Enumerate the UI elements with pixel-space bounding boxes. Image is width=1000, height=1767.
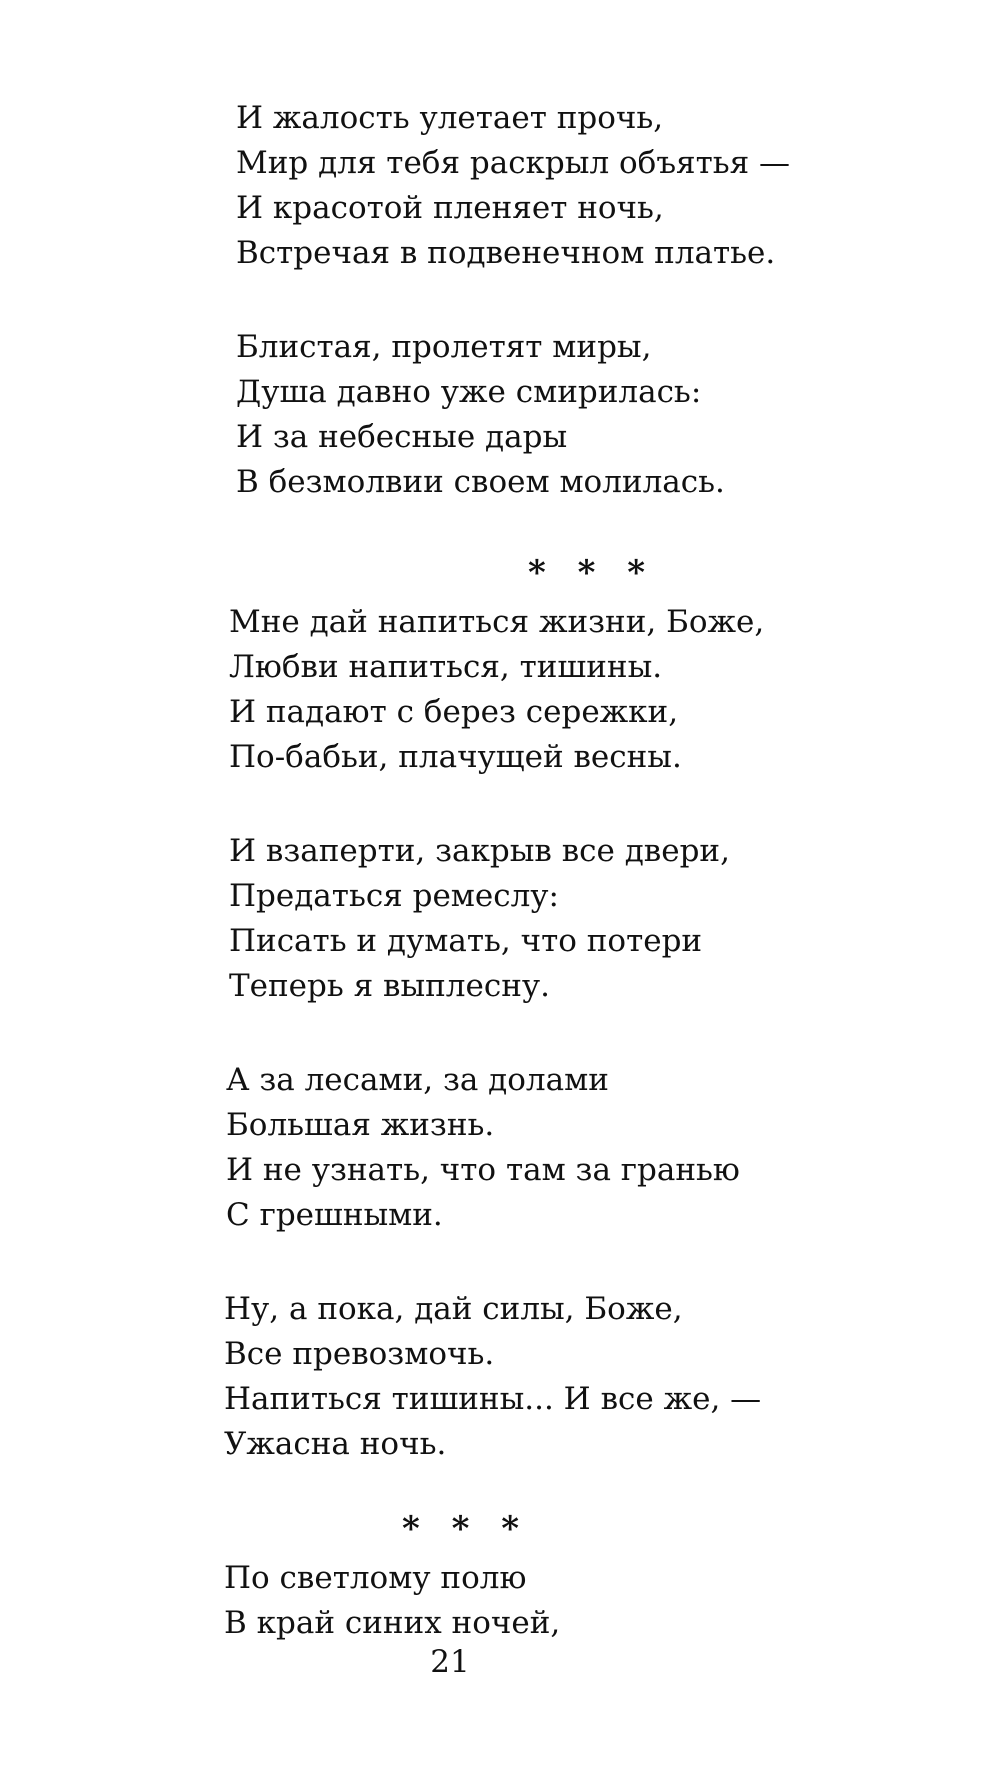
stanza-1 [236,96,790,276]
poem-line: И падают с берез сережки, [229,694,679,730]
poem-line: В безмолвии своем молилась. [236,464,725,500]
poem-line: С грешными. [226,1197,443,1233]
poem-line: Писать и думать, что потери [229,923,703,959]
poem-line: Большая жизнь. [226,1107,495,1143]
poem-line: По-бабьи, плачущей весны. [229,739,682,775]
poem-line: И красотой пленяет ночь, [236,190,664,226]
poem-line: И не узнать, что там за гранью [226,1152,740,1188]
section-divider: * * * [402,1509,530,1549]
poem-line: В край синих ночей, [224,1605,561,1641]
poem-line: Ну, а пока, дай силы, Боже, [224,1291,683,1327]
poem-line: Любви напиться, тишины. [229,649,663,685]
stanza-5 [226,1058,740,1238]
poem-line: Мир для тебя раскрыл объятья — [236,145,791,181]
section-divider: * * * [528,553,656,593]
poem-line: Душа давно уже смирилась: [236,374,702,410]
poem-line: Ужасна ночь. [224,1426,447,1462]
poem-line: Мне дай напиться жизни, Боже, [229,604,765,640]
poem-line: Предаться ремеслу: [229,878,559,914]
stanza-6 [224,1287,761,1467]
stanza-7 [224,1556,560,1646]
stanza-3 [229,600,764,780]
poem-line: И жалость улетает прочь, [236,100,664,136]
poem-line: И за небесные дары [236,419,568,455]
poem-line: Все превозмочь. [224,1336,495,1372]
poem-line: И взаперти, закрыв все двери, [229,833,730,869]
stanza-2 [236,325,725,505]
page-number: 21 [430,1644,470,1680]
poem-line: А за лесами, за долами [226,1062,609,1098]
poem-line: Блистая, пролетят миры, [236,329,652,365]
poem-line: По светлому полю [224,1560,527,1596]
poem-line: Теперь я выплесну. [229,968,550,1004]
poem-line: Напиться тишины... И все же, — [224,1381,762,1417]
poem-line: Встречая в подвенечном платье. [236,235,776,271]
stanza-4 [229,829,730,1009]
